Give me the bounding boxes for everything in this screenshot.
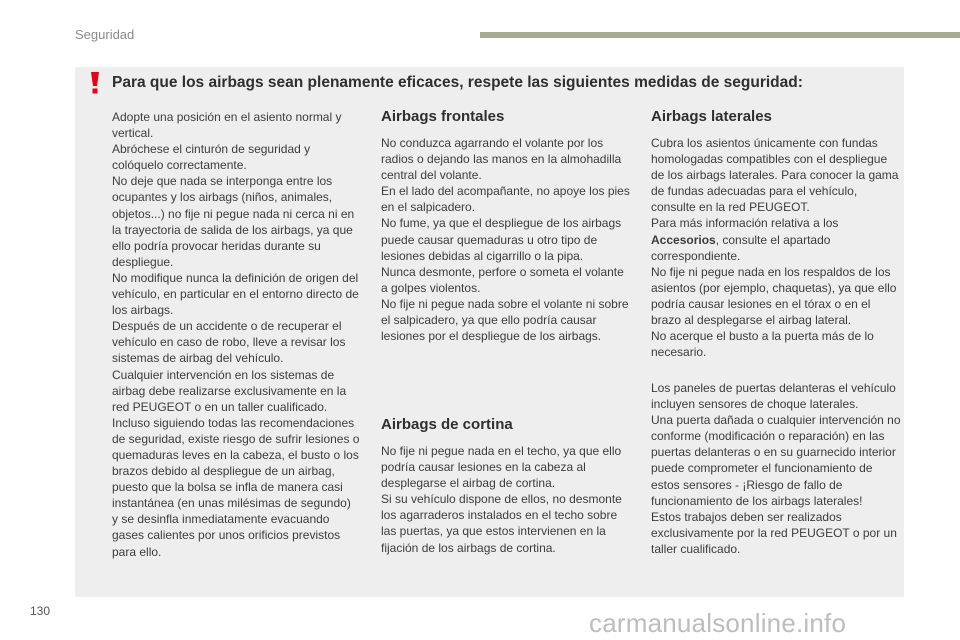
paragraph: No acerque el busto a la puerta más de lo necesario. (651, 329, 874, 360)
side-airbags-section (651, 108, 903, 360)
frontal-airbags-section (381, 108, 633, 344)
accessories-term: Accesorios (651, 232, 716, 247)
paragraph: Cualquier intervención en los sistemas de airbag debe realizarse exclusivamente en la red PEUGEOT o en un taller cualificado. (112, 367, 347, 414)
paragraph: En el lado del acompañante, no apoye los pies en el salpicadero. (381, 184, 630, 215)
paragraph: No conduzca agarrando el volante por los radios o dejando las manos en la almohadilla central del volante. (381, 136, 622, 183)
paragraph: Los paneles de puertas delanteras el vehículo incluyen sensores de choque laterales. (651, 381, 896, 412)
curtain-airbags-section (381, 416, 633, 556)
paragraph: No fije ni pegue nada sobre el volante ni sobre el salpicadero, ya que ello podría causar lesiones por el despliegue de los airbags. (381, 296, 629, 344)
paragraph: No fije ni pegue nada en los respaldos de los asientos (por ejemplo, chaquetas), ya que ello podría causar lesiones en el tórax o en el brazo al desplegarse el airbag lateral. (651, 264, 897, 328)
paragraph: Si su vehículo dispone de ellos, no desmonte los agarraderos instalados en el techo sobre las puertas, ya que estos intervienen en la fijación de los airbags de cortina. (381, 492, 622, 555)
general-measures-column (112, 109, 360, 560)
section-title: Seguridad (75, 27, 135, 42)
page-number: 130 (30, 604, 51, 618)
paragraph (651, 215, 903, 263)
text-run: Para más información relativa a los (651, 216, 839, 231)
paragraph: Cubra los asientos únicamente con fundas homologadas compatibles con el despliegue de los airbags laterales. Para conocer la gama de fundas adecuadas para el vehículo, consulte en la red PEUGEOT. (651, 136, 899, 215)
section-heading: Airbags frontales (381, 108, 505, 125)
paragraph: Después de un accidente o de recuperar el vehículo en caso de robo, lleve a revisar los sistemas de airbag del vehículo. (112, 319, 346, 366)
paragraph: Incluso siguiendo todas las recomendaciones de seguridad, existe riesgo de sufrir lesiones o quemaduras leves en la cabeza, el busto o los brazos debido al despliegue de un airbag, puesto que la bolsa se infla de manera casi instantánea (en unas milésimas de segundo) y se desinfla inmediatamente evacuando gases calientes por unos orificios previstos para ello. (112, 415, 360, 559)
header-bar (480, 32, 960, 38)
warning-exclamation-icon (88, 72, 102, 94)
section-heading: Airbags laterales (651, 108, 772, 125)
panel-heading: Para que los airbags sean plenamente eficaces, respete las siguientes medidas de seguridad: (112, 74, 803, 91)
paragraph: Adopte una posición en el asiento normal y vertical. (112, 110, 342, 141)
paragraph: No deje que nada se interponga entre los ocupantes y los airbags (niños, animales, objetos...) no fije ni pegue nada ni cerca ni en la trayectoria de salida de los airbags, ya que ello podría provocar heridas durante su despliegue. (112, 174, 355, 269)
section-heading: Airbags de cortina (381, 416, 513, 433)
paragraph: No fije ni pegue nada en el techo, ya que ello podría causar lesiones en la cabeza al desplegarse el airbag de cortina. (381, 444, 622, 491)
paragraph: Nunca desmonte, perfore o someta el volante a golpes violentos. (381, 264, 624, 295)
text-run: , consulte el apartado correspondiente. (651, 232, 831, 263)
watermark: carmanualsonline.info (589, 608, 847, 638)
paragraph: Estos trabajos deben ser realizados exclusivamente por la red PEUGEOT o por un taller cualificado. (651, 509, 897, 556)
paragraph: Abróchese el cinturón de seguridad y colóquelo correctamente. (112, 142, 311, 173)
paragraph: No modifique nunca la definición de origen del vehículo, en particular en el entorno directo de los airbags. (112, 270, 359, 318)
paragraph: No fume, ya que el despliegue de los airbags puede causar quemaduras u otro tipo de lesiones debidas al cigarrillo o la pipa. (381, 216, 622, 263)
door-sensors-section (651, 380, 903, 557)
paragraph: Una puerta dañada o cualquier intervención no conforme (modificación o reparación) en las puertas delanteras o en su guarnecido interior puede comprometer el funcionamiento de estos sensores - ¡Riesgo de fallo de funcionamiento de los airbags laterales! (651, 413, 901, 508)
